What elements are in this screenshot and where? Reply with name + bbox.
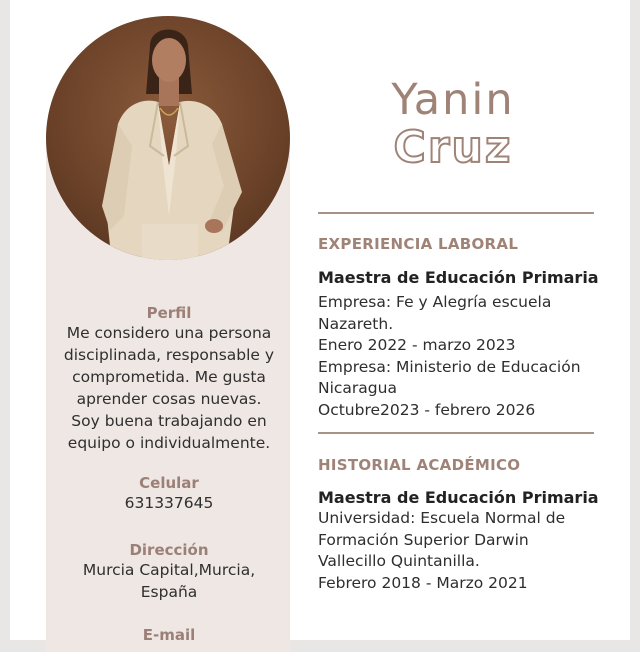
education-heading: HISTORIAL ACADÉMICO <box>318 456 521 474</box>
profile-line: equipo o individualmente. <box>67 434 271 452</box>
education-line: Universidad: Escuela Normal de <box>318 509 566 527</box>
profile-text <box>56 322 282 454</box>
experience-line: Empresa: Fe y Alegría escuela <box>318 293 552 311</box>
address-line: Murcia Capital,Murcia, <box>82 561 256 579</box>
experience-line: Nicaragua <box>318 379 397 397</box>
education-line: Febrero 2018 - Marzo 2021 <box>318 573 528 592</box>
profile-line: Soy buena trabajando en <box>71 412 267 430</box>
phone-heading: Celular <box>139 474 199 492</box>
divider <box>318 432 594 434</box>
email-heading: E-mail <box>142 626 196 644</box>
experience-line: Empresa: Ministerio de Educación <box>318 357 581 376</box>
education-details <box>318 508 608 594</box>
phone-section <box>56 474 282 514</box>
phone-value: 631337645 <box>124 494 214 512</box>
profile-heading: Perfil <box>146 304 192 322</box>
address-line: España <box>140 583 198 601</box>
address-heading: Dirección <box>129 541 209 559</box>
profile-section <box>56 304 282 454</box>
profile-line: comprometida. Me gusta <box>72 368 266 386</box>
profile-line: aprender cosas nuevas. <box>76 390 262 408</box>
address-section <box>56 541 282 603</box>
person-portrait-image <box>46 16 290 260</box>
education-line: Vallecillo Quintanilla. <box>318 552 480 570</box>
experience-line: Nazareth. <box>318 314 394 333</box>
education-title: Maestra de Educación Primaria <box>318 488 599 507</box>
experience-heading: EXPERIENCIA LABORAL <box>318 235 519 253</box>
education-line: Formación Superior Darwin <box>318 530 529 549</box>
email-section <box>56 626 282 644</box>
profile-photo <box>46 16 290 260</box>
experience-title: Maestra de Educación Primaria <box>318 268 599 287</box>
last-name: Cruz <box>393 122 513 173</box>
experience-line: Octubre2023 - febrero 2026 <box>318 400 536 419</box>
profile-line: disciplinada, responsable y <box>63 346 275 364</box>
experience-details <box>318 292 608 421</box>
experience-line: Enero 2022 - marzo 2023 <box>318 336 516 354</box>
profile-line: Me considero una persona <box>66 324 272 342</box>
divider <box>318 212 594 214</box>
address-text <box>56 559 282 603</box>
first-name: Yanin <box>391 75 515 125</box>
